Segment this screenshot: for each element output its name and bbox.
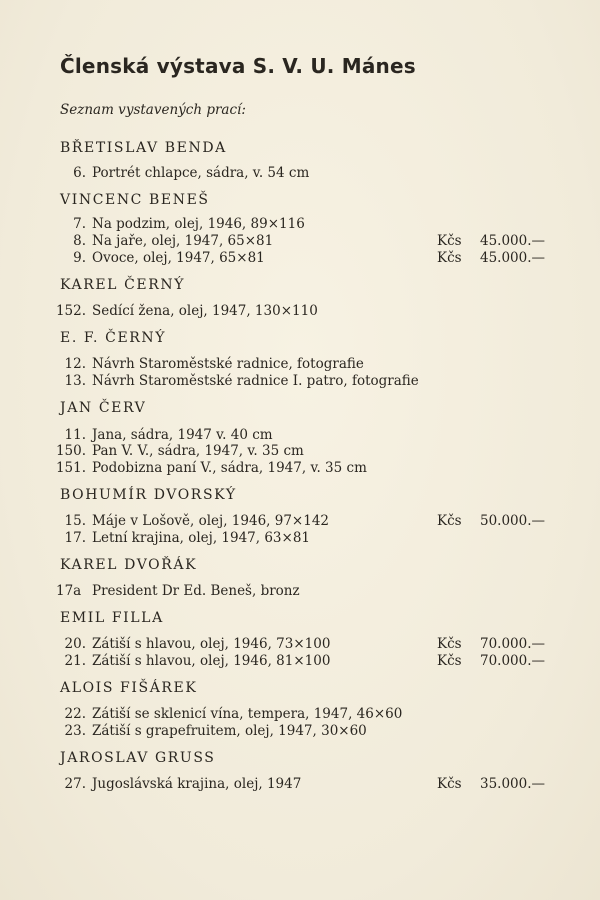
work-number: 17a xyxy=(56,583,82,599)
work-number: 13. xyxy=(64,373,86,389)
work-entry xyxy=(56,723,367,739)
price-currency: Kčs xyxy=(437,653,462,669)
work-entry xyxy=(56,356,364,372)
work-title: Zátiší se sklenicí vína, tempera, 1947, 46×60 xyxy=(92,706,403,722)
price-value: 50.000.— xyxy=(480,513,546,529)
work-entry xyxy=(56,706,402,722)
price-currency: Kčs xyxy=(437,233,462,249)
work-title: Podobizna paní V., sádra, 1947, v. 35 cm xyxy=(92,460,367,476)
work-title: President Dr Ed. Beneš, bronz xyxy=(92,583,300,599)
work-title: Jugoslávská krajina, olej, 1947 xyxy=(92,776,302,792)
work-number: 150. xyxy=(55,443,86,459)
work-title: Zátiší s grapefruitem, olej, 1947, 30×60 xyxy=(92,723,367,739)
work-title: Na podzim, olej, 1946, 89×116 xyxy=(92,216,305,232)
price-currency: Kčs xyxy=(437,776,462,792)
price-currency: Kčs xyxy=(437,250,462,266)
artist-name: JAN ČERV xyxy=(60,400,147,416)
work-number: 7. xyxy=(73,216,86,232)
work-title: Pan V. V., sádra, 1947, v. 35 cm xyxy=(92,443,304,459)
work-entry xyxy=(56,530,310,546)
work-title: Návrh Staroměstské radnice I. patro, fotografie xyxy=(92,373,419,389)
work-entry xyxy=(56,373,419,389)
work-number: 17. xyxy=(64,530,86,546)
work-number: 151. xyxy=(55,460,86,476)
work-number: 27. xyxy=(64,776,86,792)
work-number: 9. xyxy=(73,250,86,266)
work-entry xyxy=(56,250,265,266)
price-value: 70.000.— xyxy=(480,653,546,669)
work-title: Na jaře, olej, 1947, 65×81 xyxy=(92,233,274,249)
work-number: 21. xyxy=(64,653,86,669)
work-title: Sedící žena, olej, 1947, 130×110 xyxy=(92,303,318,319)
price-currency: Kčs xyxy=(437,513,462,529)
artist-name: VINCENC BENEŠ xyxy=(60,192,210,208)
work-title: Letní krajina, olej, 1947, 63×81 xyxy=(92,530,311,546)
work-entry xyxy=(56,427,273,443)
work-number: 12. xyxy=(64,356,86,372)
work-number: 152. xyxy=(55,303,86,319)
work-title: Portrét chlapce, sádra, v. 54 cm xyxy=(92,165,310,181)
work-title: Jana, sádra, 1947 v. 40 cm xyxy=(92,427,273,443)
work-entry xyxy=(56,653,330,669)
artist-name: EMIL FILLA xyxy=(60,610,164,626)
artist-name: KAREL ČERNÝ xyxy=(60,277,186,293)
artist-name: KAREL DVOŘÁK xyxy=(60,557,198,573)
work-number: 15. xyxy=(64,513,86,529)
price-value: 45.000.— xyxy=(480,250,546,266)
work-number: 22. xyxy=(64,706,86,722)
artist-name: BOHUMÍR DVORSKÝ xyxy=(60,487,237,503)
work-number: 23. xyxy=(64,723,86,739)
work-title: Ovoce, olej, 1947, 65×81 xyxy=(92,250,265,266)
work-number: 11. xyxy=(64,427,86,443)
page-title: Členská výstava S. V. U. Mánes xyxy=(60,54,416,78)
work-entry xyxy=(56,513,329,529)
work-entry xyxy=(52,443,304,459)
price-value: 35.000.— xyxy=(480,776,546,792)
work-number: 8. xyxy=(73,233,86,249)
work-entry xyxy=(52,303,318,319)
artist-name: E. F. ČERNÝ xyxy=(60,330,167,346)
price-currency: Kčs xyxy=(437,636,462,652)
work-title: Zátiší s hlavou, olej, 1946, 81×100 xyxy=(92,653,331,669)
work-title: Návrh Staroměstské radnice, fotografie xyxy=(92,356,364,372)
work-entry xyxy=(52,460,367,476)
work-number: 6. xyxy=(73,165,86,181)
work-entry xyxy=(56,583,300,599)
work-entry xyxy=(56,233,273,249)
price-value: 70.000.— xyxy=(480,636,546,652)
work-number: 20. xyxy=(64,636,86,652)
work-entry xyxy=(56,165,309,181)
artist-name: BŘETISLAV BENDA xyxy=(60,140,227,156)
list-subtitle: Seznam vystavených prací: xyxy=(60,102,246,118)
artist-name: ALOIS FIŠÁREK xyxy=(60,680,198,696)
work-entry xyxy=(56,216,305,232)
work-title: Zátiší s hlavou, olej, 1946, 73×100 xyxy=(92,636,331,652)
artist-name: JAROSLAV GRUSS xyxy=(60,750,216,766)
work-title: Máje v Lošově, olej, 1946, 97×142 xyxy=(92,513,330,529)
work-entry xyxy=(56,636,330,652)
price-value: 45.000.— xyxy=(480,233,546,249)
work-entry xyxy=(56,776,301,792)
